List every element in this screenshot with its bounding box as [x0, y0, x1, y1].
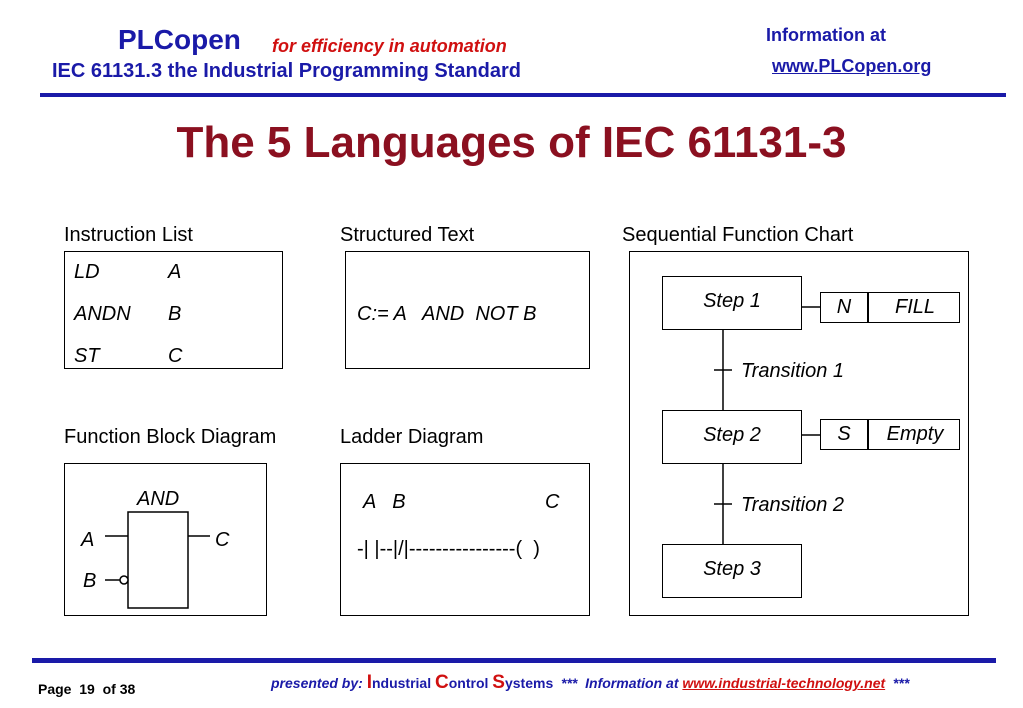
info-at: Information at: [585, 675, 679, 691]
company-part: ystems: [504, 675, 554, 691]
action-qualifier: S: [837, 423, 851, 445]
ld-rung: -| |--|/|----------------( ): [357, 538, 540, 560]
and-block: [128, 512, 188, 608]
sfc-box: [629, 251, 969, 616]
sfc-action-1: [820, 292, 960, 323]
il-box: [64, 251, 283, 369]
negation-circle: [120, 576, 128, 584]
transition-2-label: Transition 2: [741, 494, 845, 516]
action-name: FILL: [894, 296, 936, 318]
step-label: Step 2: [703, 424, 761, 446]
fbd-caption: Function Block Diagram: [64, 426, 277, 448]
sfc-caption: Sequential Function Chart: [622, 224, 854, 246]
step-label: Step 1: [703, 290, 761, 312]
page-total: 38: [119, 681, 136, 697]
page-indicator: [38, 681, 135, 697]
il-op: LD: [74, 261, 100, 283]
info-label: Information at: [766, 25, 886, 45]
brand-logo-text: PLCopen: [118, 24, 241, 55]
il-arg: B: [168, 303, 182, 325]
company-part: ontrol: [448, 675, 489, 691]
transition-1-label: Transition 1: [741, 360, 845, 382]
fbd-input-b: B: [83, 570, 97, 592]
il-arg: A: [168, 261, 182, 283]
ld-caption: Ladder Diagram: [340, 426, 484, 448]
header-rule: [40, 93, 1006, 97]
sfc-step-2: [662, 410, 802, 464]
company-initial-s: S: [492, 672, 505, 693]
sfc-step-3: [662, 544, 802, 598]
plcopen-link[interactable]: www.PLCopen.org: [772, 56, 932, 76]
stars: ***: [892, 675, 910, 691]
fbd-block-label: AND: [137, 488, 180, 510]
page-title: The 5 Languages of IEC 61131-3: [176, 118, 847, 167]
st-caption: Structured Text: [340, 224, 475, 246]
industrial-technology-link[interactable]: www.industrial-technology.net: [682, 675, 886, 691]
action-qualifier: N: [836, 296, 852, 318]
il-arg: C: [168, 345, 183, 367]
fbd-output-c: C: [215, 529, 230, 551]
presented-by-line: [271, 672, 909, 694]
ld-box: [340, 463, 590, 616]
il-op: ANDN: [74, 303, 131, 325]
tagline: for efficiency in automation: [272, 36, 507, 56]
ld-coil-label: C: [545, 491, 560, 513]
fbd-box: [64, 463, 267, 616]
of-word: of: [102, 681, 116, 697]
step-label: Step 3: [703, 558, 761, 580]
page-number: 19: [79, 681, 95, 697]
company-part: ndustrial: [371, 675, 432, 691]
st-box: [345, 251, 590, 369]
fbd-drawing: [65, 464, 268, 617]
presented-by: presented by:: [271, 675, 363, 691]
st-code: C:= A AND NOT B: [357, 303, 537, 325]
page-word: Page: [38, 681, 72, 697]
action-name: Empty: [886, 423, 944, 445]
ld-contact-labels: A B: [363, 491, 406, 513]
footer-rule: [32, 658, 996, 663]
il-caption: Instruction List: [64, 224, 193, 246]
il-op: ST: [74, 345, 100, 367]
company-initial-i: I: [366, 672, 372, 693]
sfc-step-1: [662, 276, 802, 330]
company-initial-c: C: [435, 672, 449, 693]
stars: ***: [561, 675, 578, 691]
sfc-action-2: [820, 419, 960, 450]
fbd-input-a: A: [81, 529, 95, 551]
header-subtitle: IEC 61131.3 the Industrial Programming Standard: [52, 60, 522, 82]
